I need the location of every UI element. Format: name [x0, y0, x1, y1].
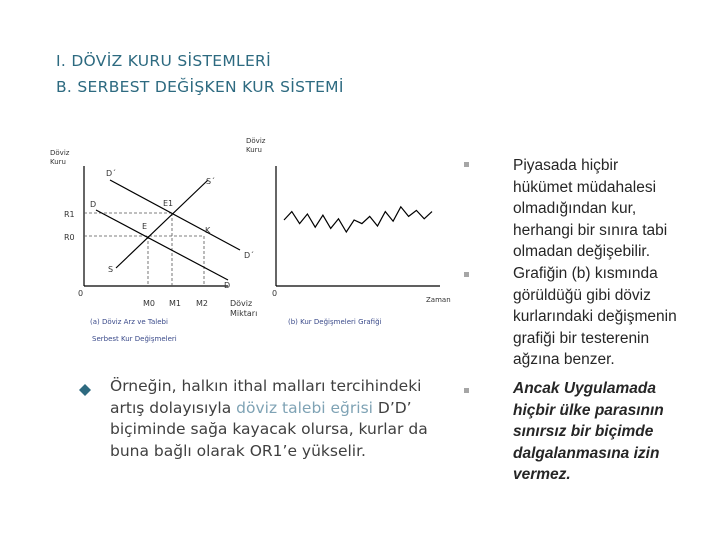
rc-b1-line-4: herhangi bir sınıra tabi: [513, 221, 668, 239]
fig-a-demand-curve: [96, 210, 228, 280]
body-text-part-1: Örneğin, halkın ithal malları tercihindeki artış dolayısıyla: [110, 377, 422, 417]
body-paragraph: [110, 376, 455, 462]
fig-a-m2-label: M2: [196, 299, 208, 308]
rc-b3-line-3: sınırsız bir biçimde: [513, 423, 654, 441]
fig-a-s-bottom: S: [108, 265, 114, 274]
right-column-emphasis: [513, 378, 713, 486]
fig-a-y-label-2: Kuru: [50, 158, 66, 166]
rc-b1-line-1: Piyasada hiçbir: [513, 157, 619, 174]
rc-b2-line-3: kurlarındaki değişmenin: [513, 308, 677, 326]
fig-b-origin: 0: [272, 289, 278, 298]
rc-b1-line-3: olmadığından kur,: [513, 200, 637, 218]
fig-a-caption-below: Serbest Kur Değişmeleri: [92, 335, 177, 343]
fig-a-d-top: D: [90, 200, 97, 209]
fig-a-y-label-1: Döviz: [50, 149, 70, 157]
fig-b-y-label-1: Döviz: [246, 137, 266, 145]
fig-a-m1-label: M1: [169, 299, 181, 308]
rc-b1-line-5: olmadan değişebilir.: [513, 243, 651, 261]
fig-a-x-label-1: Döviz: [230, 299, 253, 308]
fig-a-e-label: E: [142, 222, 148, 231]
fig-a-demand-curve-shifted: [110, 180, 240, 250]
fig-a-r0-label: R0: [64, 233, 75, 242]
fig-a-s-prime-top: S´: [206, 177, 216, 186]
fig-b-y-label-2: Kuru: [246, 146, 262, 154]
rc-b1-line-2: hükümet müdahalesi: [513, 178, 657, 196]
rc-b3-line-2: hiçbir ülke parasının: [513, 401, 664, 419]
fig-a-k-label: K: [205, 226, 211, 235]
right-bullet-square-icon-3: [464, 388, 469, 393]
right-column-text: [513, 155, 713, 371]
right-bullet-square-icon-2: [464, 272, 469, 277]
slide-title-line-1: I. DÖVİZ KURU SİSTEMLERİ: [56, 52, 271, 70]
rc-b2-line-2: görüldüğü gibi döviz: [513, 286, 651, 304]
fig-a-m0-label: M0: [143, 299, 155, 308]
fig-a-origin: 0: [78, 289, 84, 298]
body-text-highlight: döviz talebi eğrisi: [236, 398, 373, 417]
fig-a-d-bottom: D: [224, 281, 231, 290]
fig-a-x-label-2: Miktarı: [230, 309, 258, 318]
fig-a-d-prime-top: D´: [106, 169, 117, 178]
rc-b3-line-1: Ancak Uygulamada: [513, 380, 656, 397]
rc-b3-line-4: dalgalanmasına izin: [513, 444, 660, 462]
fig-b-x-label: Zaman: [426, 296, 451, 304]
rc-b2-line-1: Grafiğin (b) kısmında: [513, 264, 658, 282]
rc-b2-line-4: grafiği bir testerenin: [513, 329, 650, 347]
right-bullet-square-icon-1: [464, 162, 469, 167]
fig-a-r1-label: R1: [64, 210, 75, 219]
rc-b2-line-5: ağzına benzer.: [513, 351, 615, 369]
fig-a-d-prime-bottom: D´: [244, 251, 255, 260]
fig-a-e1-label: E1: [163, 199, 174, 208]
body-bullet-diamond-icon: [79, 381, 91, 393]
rc-b3-line-5: vermez.: [513, 466, 571, 484]
fig-a-supply-curve: [116, 180, 208, 268]
fig-b-caption: (b) Kur Değişmeleri Grafiği: [288, 318, 382, 326]
slide-title-line-2: B. SERBEST DEĞİŞKEN KUR SİSTEMİ: [56, 78, 344, 96]
fig-b-sawtooth-series: [284, 207, 432, 232]
fig-a-caption: (a) Döviz Arz ve Talebi: [90, 318, 168, 326]
body-text-part-2: D’D’ biçiminde sağa kayacak olursa, kurlar da buna bağlı olarak OR1’e yükselir.: [110, 398, 428, 460]
